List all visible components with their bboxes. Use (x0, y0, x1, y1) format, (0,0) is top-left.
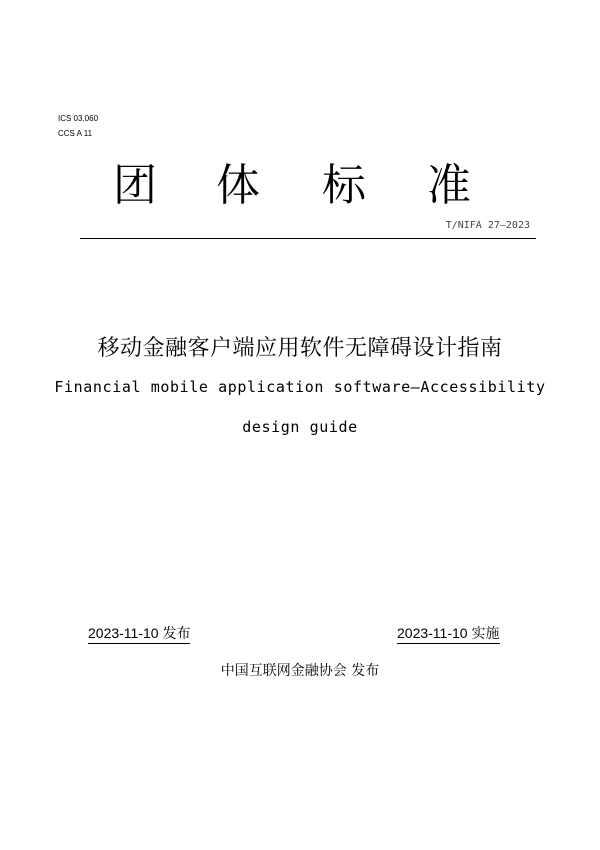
title-english-line-1: Financial mobile application software—Accessibility (54, 378, 546, 396)
standard-type-heading (0, 160, 600, 220)
publisher: 中国互联网金融协会 发布 (220, 663, 380, 679)
implement-date-underline (397, 643, 500, 644)
standard-type-char-1: 团 (113, 160, 157, 211)
implement-date: 2023-11-10 实施 (397, 625, 500, 641)
classification-codes (58, 111, 98, 141)
header-divider (80, 238, 536, 239)
title-english-line-2: design guide (242, 418, 358, 436)
publish-date: 2023-11-10 发布 (88, 625, 191, 641)
standard-type-char-2: 体 (216, 160, 260, 211)
standard-type-char-3: 标 (322, 160, 366, 211)
title-chinese: 移动金融客户端应用软件无障碍设计指南 (97, 336, 503, 361)
ccs-code: CCS A 11 (58, 129, 93, 138)
standard-type-char-4: 准 (427, 160, 471, 211)
ics-code: ICS 03.060 (58, 114, 99, 123)
standard-code: T/NIFA 27—2023 (445, 220, 530, 231)
publish-date-underline (88, 643, 190, 644)
